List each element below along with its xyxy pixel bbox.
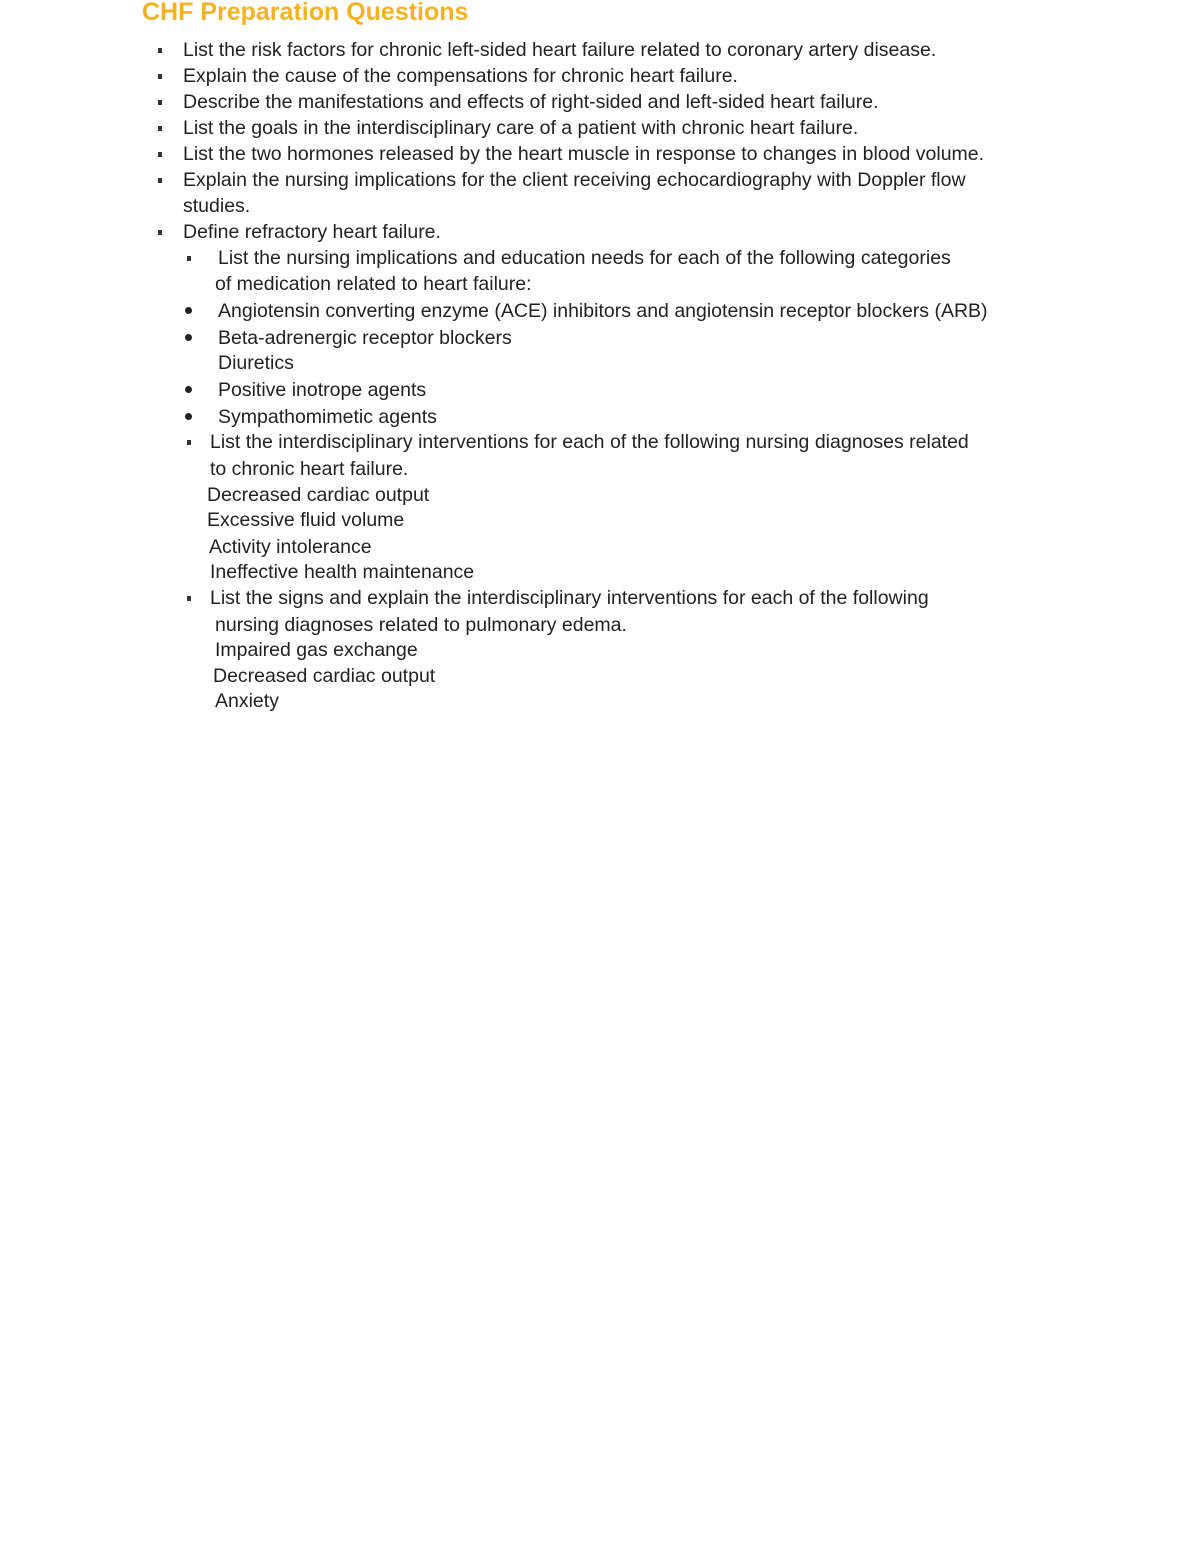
list-item: Explain the cause of the compensations for chronic heart failure. [183, 65, 738, 87]
round-bullet-icon [185, 386, 192, 393]
medication-item: Beta-adrenergic receptor blockers [218, 327, 512, 349]
square-bullet-icon [187, 256, 191, 261]
medication-question-continuation: of medication related to heart failure: [215, 273, 532, 295]
square-bullet-icon [158, 74, 162, 79]
medication-item: Angiotensin converting enzyme (ACE) inhibitors and angiotensin receptor blockers (ARB) [218, 300, 988, 322]
diagnoses-question: List the interdisciplinary interventions for each of the following nursing diagnoses related [210, 431, 969, 453]
medication-item: Positive inotrope agents [218, 379, 427, 401]
diagnosis-item: Activity intolerance [209, 536, 372, 558]
square-bullet-icon [158, 230, 162, 235]
list-item: List the goals in the interdisciplinary care of a patient with chronic heart failure. [183, 117, 859, 139]
square-bullet-icon [158, 126, 162, 131]
round-bullet-icon [185, 413, 192, 420]
edema-question-continuation: nursing diagnoses related to pulmonary edema. [215, 614, 627, 636]
medication-item: Diuretics [218, 352, 294, 374]
list-item: List the two hormones released by the heart muscle in response to changes in blood volume. [183, 143, 985, 165]
square-bullet-icon [158, 178, 162, 183]
medication-question: List the nursing implications and education needs for each of the following categories [218, 247, 951, 269]
square-bullet-icon [187, 440, 191, 445]
edema-question: List the signs and explain the interdisciplinary interventions for each of the following [210, 587, 929, 609]
round-bullet-icon [185, 334, 192, 341]
list-item: Explain the nursing implications for the client receiving echocardiography with Doppler flow [183, 169, 966, 191]
list-item: Describe the manifestations and effects of right-sided and left-sided heart failure. [183, 91, 879, 113]
list-item: List the risk factors for chronic left-sided heart failure related to coronary artery disease. [183, 39, 937, 61]
square-bullet-icon [158, 100, 162, 105]
square-bullet-icon [158, 152, 162, 157]
list-item: Define refractory heart failure. [183, 221, 441, 243]
edema-diagnosis-item: Decreased cardiac output [213, 665, 436, 687]
round-bullet-icon [185, 307, 192, 314]
edema-diagnosis-item: Anxiety [215, 690, 279, 712]
diagnosis-item: Ineffective health maintenance [210, 561, 475, 583]
list-item-continuation: studies. [183, 195, 251, 217]
square-bullet-icon [158, 48, 162, 53]
diagnoses-question-continuation: to chronic heart failure. [210, 458, 409, 480]
medication-item: Sympathomimetic agents [218, 406, 437, 428]
edema-diagnosis-item: Impaired gas exchange [215, 639, 418, 661]
diagnosis-item: Decreased cardiac output [207, 484, 430, 506]
diagnosis-item: Excessive fluid volume [207, 509, 405, 531]
square-bullet-icon [187, 596, 191, 601]
document-title: CHF Preparation Questions [142, 0, 469, 26]
